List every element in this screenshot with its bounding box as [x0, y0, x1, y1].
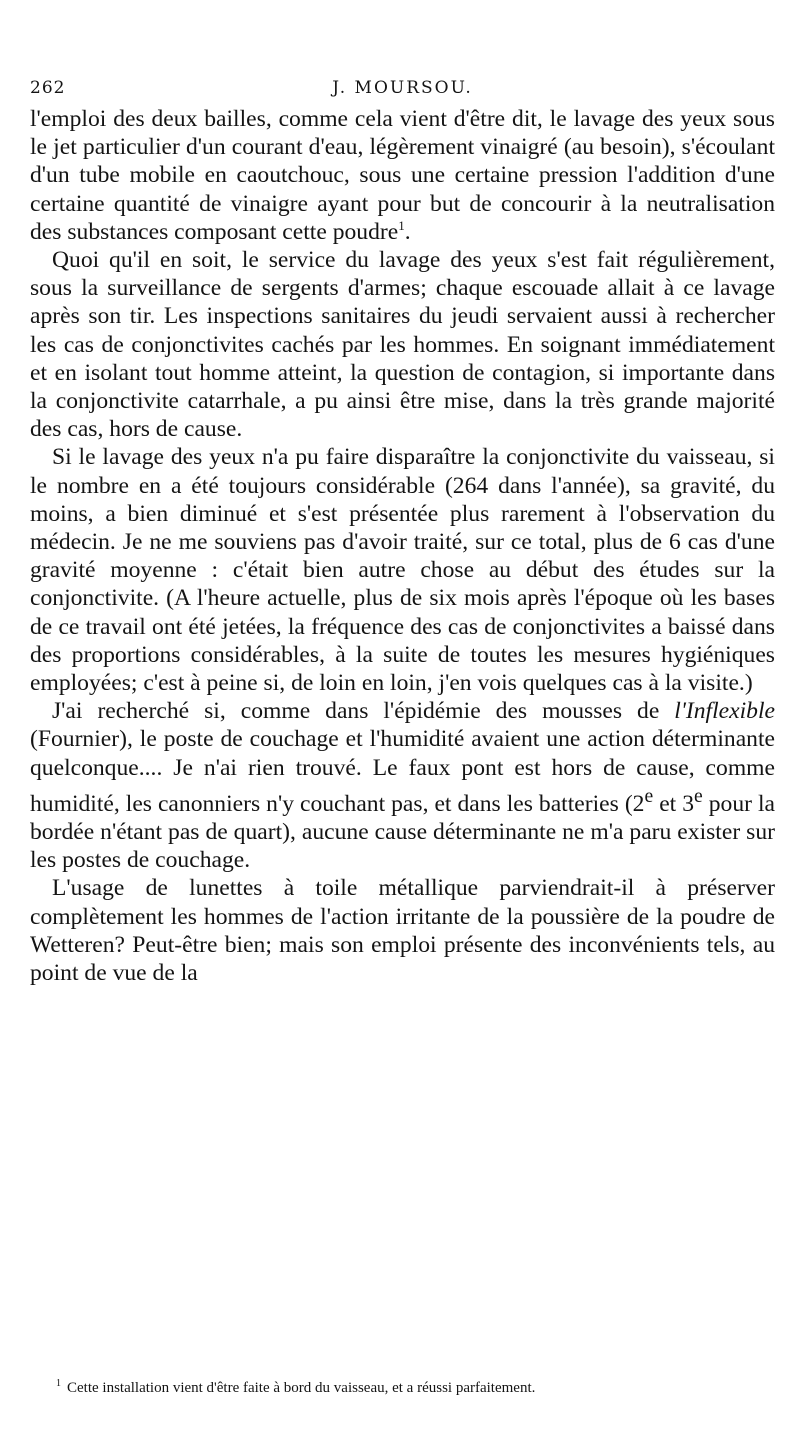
paragraph-4	[30, 697, 775, 874]
running-title: J. MOURSOU.	[332, 78, 473, 98]
ship-name: l'Inflexible	[674, 698, 775, 725]
paragraph-5: L'usage de lunettes à toile métallique parviendrait-il à préserver complètement les hommes de l'action irritante de la poussière de la poudre de Wetteren? Peut-être bien; mais son emploi présente des inconvénients tels, au point de vue de la	[30, 875, 775, 986]
ordinal-suffix: e	[694, 784, 703, 807]
ordinal-suffix: e	[644, 784, 654, 807]
paragraph-2: Quoi qu'il en soit, le service du lavage des yeux s'est fait régulièrement, sous la surveillance de sergents d'armes; chaque escouade allait à ce lavage après son tir. Les inspections sanitaires du jeudi servaient aussi à rechercher les cas de conjonctivites cachés par les hommes. En soignant immédiatement et en isolant tout homme atteint, la question de contagion, si importante dans la conjonctivite catarrhale, a pu ainsi être mise, dans la très grande majorité des cas, hors de cause.	[30, 247, 775, 443]
paragraph-4-mid: (Fournier), le poste de couchage et l'humidité avaient une action déterminante quelconque.... Je n'ai rien trouvé. Le faux pont est hors de cause, comme humidité, les canonniers n'y couchant pas, et dans les batteries (2	[30, 726, 775, 817]
paragraph-1	[30, 105, 775, 246]
footnote-number: 1	[56, 1378, 61, 1389]
paragraph-4-and: et 3	[653, 790, 695, 817]
paragraph-1-end: .	[404, 218, 411, 245]
footnote	[30, 1378, 775, 1398]
footnote-paragraph	[30, 1378, 775, 1398]
paragraph-3: Si le lavage des yeux n'a pu faire disparaître la conjonctivite du vaisseau, si le nombre en a été toujours considérable (264 dans l'année), sa gravité, du moins, a bien diminué et s'est présentée plus rarement à l'observation du médecin. Je ne me souviens pas d'avoir traité, sur ce total, plus de 6 cas d'une gravité moyenne : c'était bien autre chose au début des études sur la conjonctivite. (A l'heure actuelle, plus de six mois après l'époque où les bases de ce travail ont été jetées, la fréquence des cas de conjonctivites a baissé dans des proportions considérables, à la suite de toutes les mesures hygiéniques employées; c'est à peine si, de loin en loin, j'en vois quelques cas à la visite.)	[30, 444, 775, 697]
paragraph-1-text: l'emploi des deux bailles, comme cela vient d'être dit, le lavage des yeux sous le jet particulier d'un courant d'eau, légèrement vinaigré (au besoin), s'écoulant d'un tube mobile en caoutchouc, sous une certaine pression l'addition d'une certaine quantité de vinaigre ayant pour but de concourir à la neutralisation des substances composant cette poudre	[30, 106, 775, 245]
footnote-reference: 1	[398, 217, 405, 233]
footnote-text: Cette installation vient d'être faite à bord du vaisseau, et a réussi parfaitement.	[67, 1380, 536, 1396]
body-text	[30, 105, 775, 987]
page-number: 262	[30, 78, 66, 98]
paragraph-4-end: pour la bordée n'étant pas de quart), aucune cause déterminante ne m'a paru exister sur les postes de couchage.	[30, 790, 776, 874]
paragraph-4-start: J'ai recherché si, comme dans l'épidémie des mousses de	[52, 698, 675, 725]
page-header	[30, 78, 775, 100]
